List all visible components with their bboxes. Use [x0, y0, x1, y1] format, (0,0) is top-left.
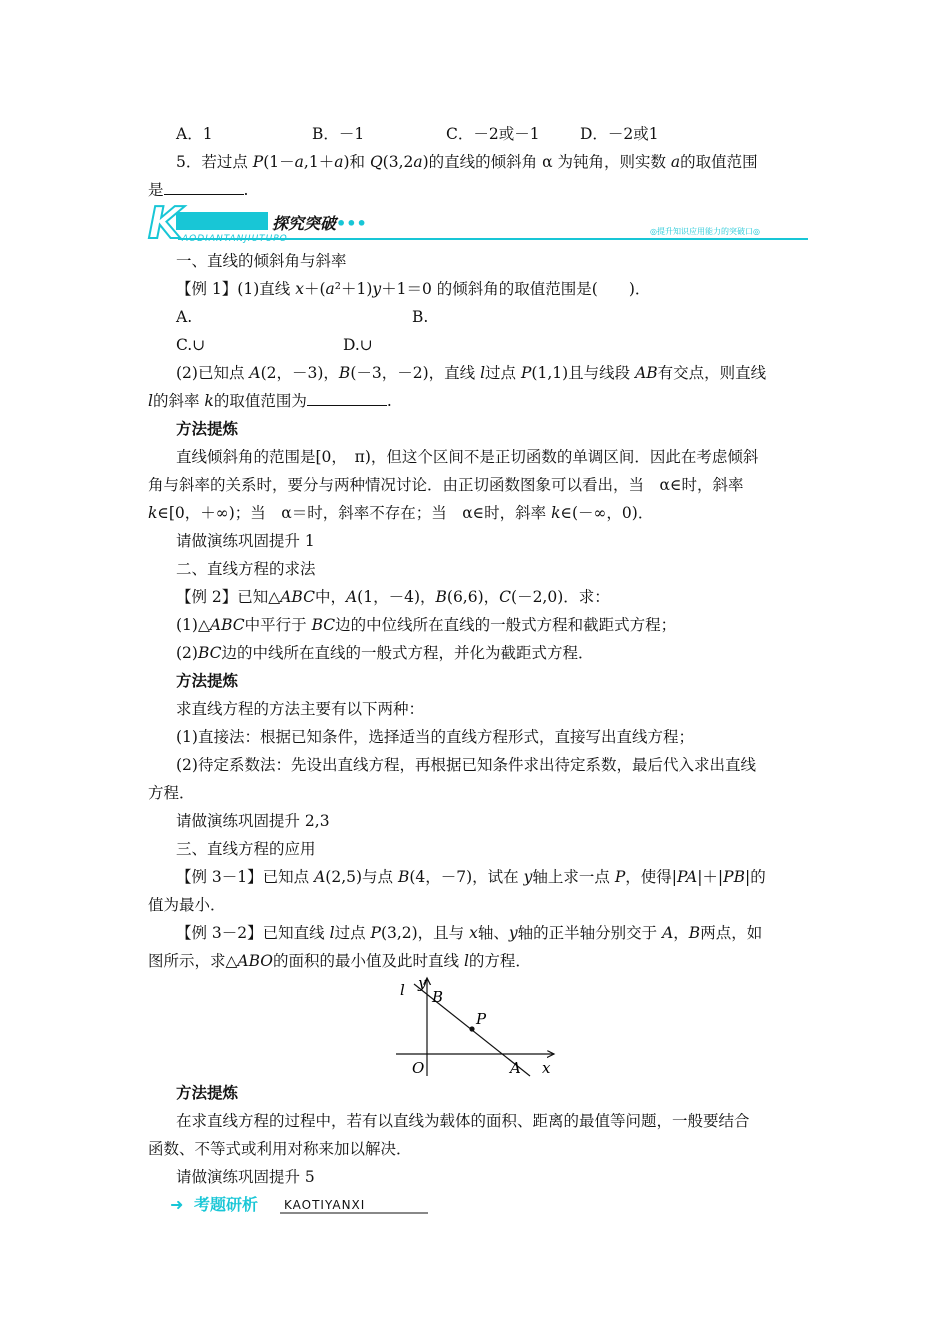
- kaoti-title: 考题研析: [194, 1195, 259, 1214]
- method-2-line3: (2)待定系数法：先设出直线方程，再根据已知条件求出待定系数，最后代入求出直线: [176, 756, 756, 774]
- question-5-line2: 是 .: [148, 181, 249, 199]
- method-2-title: 方法提炼: [176, 672, 239, 690]
- option-d: D．－2或1: [580, 125, 659, 143]
- label-y: y: [418, 974, 427, 992]
- option-a: A．1: [176, 125, 213, 143]
- example-2-part1: (1)△ABC中平行于 BC边的中位线所在直线的一般式方程和截距式方程；: [176, 616, 677, 634]
- kaoti-banner: [170, 1193, 430, 1219]
- example-1-option-c: C.∪: [176, 336, 206, 354]
- practice-1: 请做演练巩固提升 1: [176, 532, 315, 550]
- example-1-option-a: A.: [176, 308, 193, 326]
- banner-slogan: ◎提升知识应用能力的突破口◎: [650, 227, 760, 236]
- example-3-2-line2: 图所示，求△ABO的面积的最小值及此时直线 l的方程．: [148, 952, 531, 970]
- example-1-part2-line2: l的斜率 k的取值范围为 .: [148, 392, 392, 410]
- section-1-heading: 一、直线的倾斜角与斜率: [176, 252, 347, 270]
- banner-letter: K: [148, 198, 183, 249]
- question-5-line1: 5．若过点 P(1－a,1＋a)和 Q(3,2a)的直线的倾斜角 α 为钝角，则实数 a的取值范围: [176, 153, 758, 171]
- example-3-1-line1: 【例 3－1】已知点 A(2,5)与点 B(4，－7)，试在 y轴上求一点 P，使得|PA|＋|PB|的: [176, 868, 766, 886]
- answer-blank[interactable]: [307, 391, 387, 406]
- kaoti-pinyin: KAOTIYANXI: [284, 1198, 366, 1212]
- example-1-part2-line1: (2)已知点 A(2，－3)，B(－3，－2)，直线 l过点 P(1,1)且与线段 AB有交点，则直线: [176, 364, 767, 382]
- label-x: x: [542, 1059, 551, 1077]
- example-2-part2: (2)BC边的中线所在直线的一般式方程，并化为截距式方程．: [176, 644, 594, 662]
- method-3-line1: 在求直线方程的过程中，若有以直线为载体的面积、距离的最值等问题，一般要结合: [176, 1112, 750, 1130]
- label-a: A: [510, 1059, 521, 1077]
- coordinate-figure: [392, 972, 572, 1082]
- option-c: C．－2或－1: [446, 125, 540, 143]
- method-3-title: 方法提炼: [176, 1084, 239, 1102]
- banner-title: 探究突破•••: [272, 214, 367, 233]
- section-2-heading: 二、直线方程的求法: [176, 560, 316, 578]
- arrow-icon: ➜: [170, 1195, 184, 1214]
- section-3-heading: 三、直线方程的应用: [176, 840, 316, 858]
- label-p: P: [476, 1010, 487, 1028]
- method-1-line2: 角与斜率的关系时，要分与两种情况讨论．由正切函数图象可以看出，当 α∈时，斜率: [148, 476, 744, 494]
- method-1-title: 方法提炼: [176, 420, 239, 438]
- method-1-line3: k∈[0，＋∞)；当 α＝时，斜率不存在；当 α∈时，斜率 k∈(－∞，0)．: [148, 504, 654, 522]
- practice-2: 请做演练巩固提升 2,3: [176, 812, 330, 830]
- example-1-option-d: D.∪: [343, 336, 373, 354]
- label-b: B: [432, 988, 444, 1006]
- practice-5: 请做演练巩固提升 5: [176, 1168, 315, 1186]
- banner-pinyin: AODIANTANJIUTUPO: [182, 234, 288, 244]
- method-2-line2: (1)直接法：根据已知条件，选择适当的直线方程形式，直接写出直线方程；: [176, 728, 694, 746]
- option-b: B．－1: [312, 125, 365, 143]
- method-2-line1: 求直线方程的方法主要有以下两种：: [176, 700, 425, 718]
- answer-blank[interactable]: [164, 180, 244, 195]
- label-o: O: [412, 1059, 425, 1077]
- example-1-part1: 【例 1】(1)直线 x＋(a²＋1)y＋1＝0 的倾斜角的取值范围是( )．: [176, 280, 651, 298]
- section-banner: [148, 198, 813, 250]
- example-3-2-line1: 【例 3－2】已知直线 l过点 P(3,2)，且与 x轴、y轴的正半轴分别交于 A，B两点，如: [176, 924, 763, 942]
- example-1-option-b: B.: [412, 308, 429, 326]
- label-l: l: [400, 981, 405, 999]
- method-2-line4: 方程．: [148, 784, 195, 802]
- example-3-1-line2: 值为最小．: [148, 896, 226, 914]
- example-2-line1: 【例 2】已知△ABC中，A(1，－4)，B(6,6)，C(－2,0)．求：: [176, 588, 610, 606]
- method-1-line1: 直线倾斜角的范围是[0， π)，但这个区间不是正切函数的单调区间．因此在考虑倾斜: [176, 448, 759, 466]
- method-3-line2: 函数、不等式或利用对称来加以解决．: [148, 1140, 412, 1158]
- point-p: [469, 1026, 474, 1031]
